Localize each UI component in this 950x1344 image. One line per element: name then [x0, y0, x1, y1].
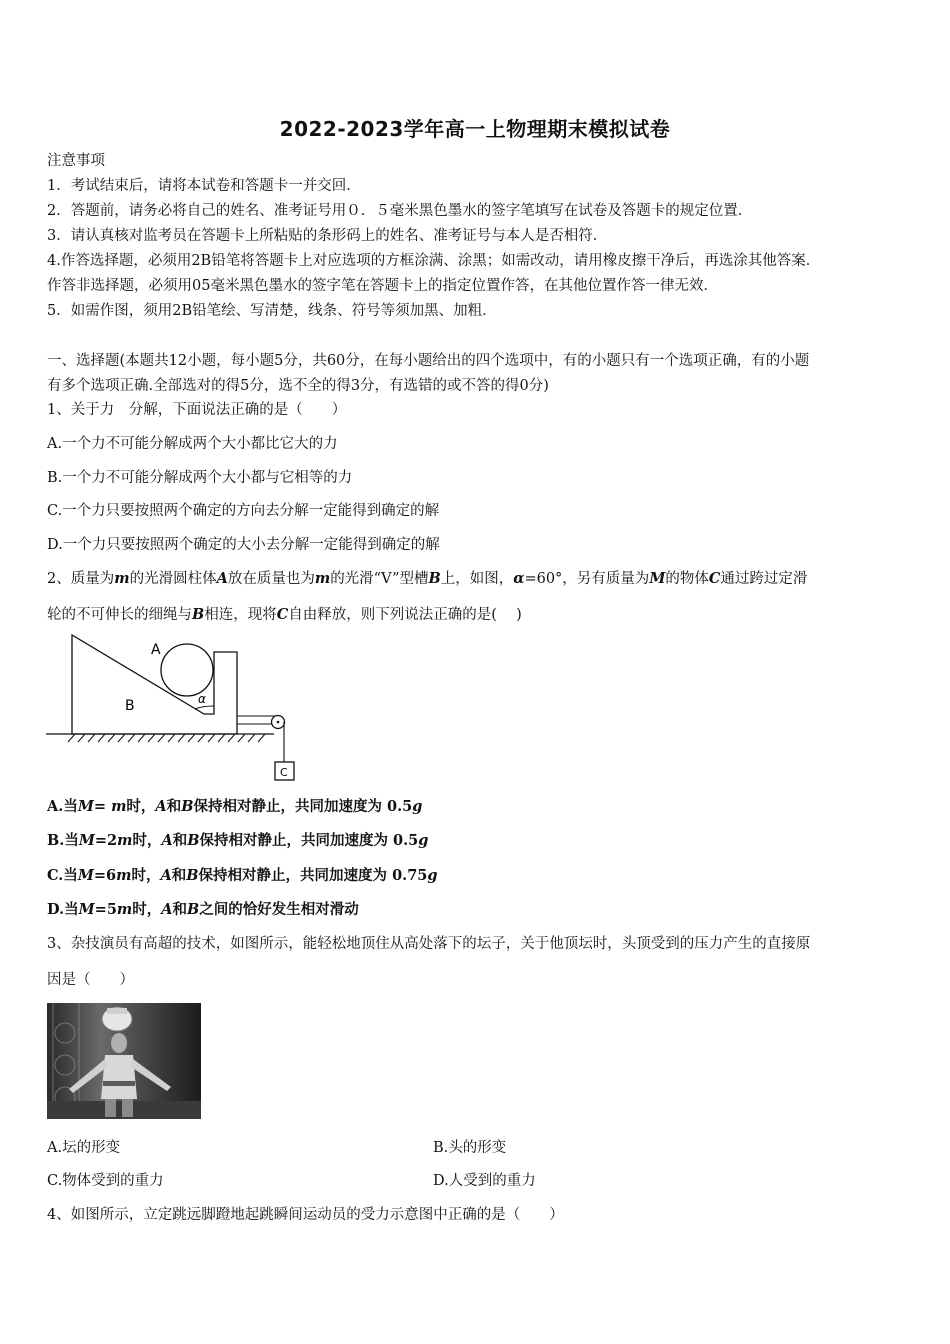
- q3-option-c: C.物体受到的重力: [47, 1173, 164, 1189]
- label-c: C: [280, 766, 288, 779]
- notice-item-5: 5．如需作图，须用2B铅笔绘、写清楚，线条、符号等须加黑、加粗．: [47, 303, 497, 319]
- q2-option-c: C.当M=6m时，A和B保持相对静止，共同加速度为 0.75g: [47, 867, 438, 884]
- acrobat-photo: [47, 1003, 201, 1119]
- pulley-axle: [277, 721, 280, 724]
- q3-stem-line1: 3、杂技演员有高超的技术，如图所示，能轻松地顶住从高处落下的坛子，关于他顶坛时，头顶受到的压力产生的直接原: [47, 936, 811, 952]
- label-a: A: [151, 642, 161, 658]
- q1-option-b: B.一个力不可能分解成两个大小都与它相等的力: [47, 470, 353, 486]
- q1-option-c: C.一个力只要按照两个确定的方向去分解一定能得到确定的解: [47, 503, 440, 519]
- page-title: 2022-2023学年高一上物理期末模拟试卷: [279, 117, 671, 141]
- notice-heading: 注意事项: [47, 153, 105, 169]
- label-alpha: α: [198, 692, 206, 706]
- alpha-angle-arc: [195, 706, 214, 709]
- q3-stem-line2: 因是（ ）: [47, 972, 134, 988]
- q1-stem: 1、关于力 分解，下面说法正确的是（ ）: [47, 402, 347, 418]
- q1-option-d: D.一个力只要按照两个确定的大小去分解一定能得到确定的解: [47, 537, 440, 553]
- cylinder-a: [161, 644, 213, 696]
- q2-option-b: B.当M=2m时，A和B保持相对静止，共同加速度为 0.5g: [47, 832, 429, 849]
- q2-figure: [44, 632, 304, 784]
- q3-option-a: A.坛的形变: [47, 1140, 121, 1156]
- q3-option-d: D.人受到的重力: [433, 1173, 536, 1189]
- ground-hatching: [68, 734, 265, 742]
- q1-option-a: A.一个力不可能分解成两个大小都比它大的力: [47, 436, 338, 452]
- notice-item-4-cont: 作答非选择题，必须用05毫米黑色墨水的签字笔在答题卡上的指定位置作答，在其他位置作答一律无效．: [47, 278, 718, 294]
- label-b: B: [125, 698, 135, 714]
- q2-stem-line2: 轮的不可伸长的细绳与B相连，现将C自由释放，则下列说法正确的是( ): [47, 606, 522, 623]
- q2-stem-line1: 2、质量为m的光滑圆柱体A放在质量也为m的光滑“V”型槽B上，如图，α=60°，另有质量为M的物体C通过跨过定滑: [47, 570, 808, 587]
- notice-item-2: 2．答题前，请务必将自己的姓名、准考证号用０．５毫米黑色墨水的签字笔填写在试卷及答题卡的规定位置．: [47, 203, 753, 219]
- q2-option-d: D.当M=5m时，A和B之间的恰好发生相对滑动: [47, 901, 359, 918]
- notice-item-4: 4.作答选择题，必须用2B铅笔将答题卡上对应选项的方框涂满、涂黑；如需改动，请用橡皮擦干净后，再选涂其他答案．: [47, 253, 821, 269]
- q2-option-a: A.当M= m时，A和B保持相对静止，共同加速度为 0.5g: [47, 798, 423, 815]
- notice-item-1: 1．考试结束后，请将本试卷和答题卡一并交回．: [47, 178, 361, 194]
- q4-stem: 4、如图所示，立定跳远脚蹬地起跳瞬间运动员的受力示意图中正确的是（ ）: [47, 1207, 564, 1223]
- notice-item-3: 3．请认真核对监考员在答题卡上所粘贴的条形码上的姓名、准考证号与本人是否相符．: [47, 228, 608, 244]
- section-heading-line1: 一、选择题(本题共12小题，每小题5分，共60分，在每小题给出的四个选项中，有的小题只有一个选项正确，有的小题: [47, 353, 810, 369]
- section-heading-line2: 有多个选项正确.全部选对的得5分，选不全的得3分，有选错的或不答的得0分): [47, 378, 549, 394]
- q3-option-b: B.头的形变: [433, 1140, 507, 1156]
